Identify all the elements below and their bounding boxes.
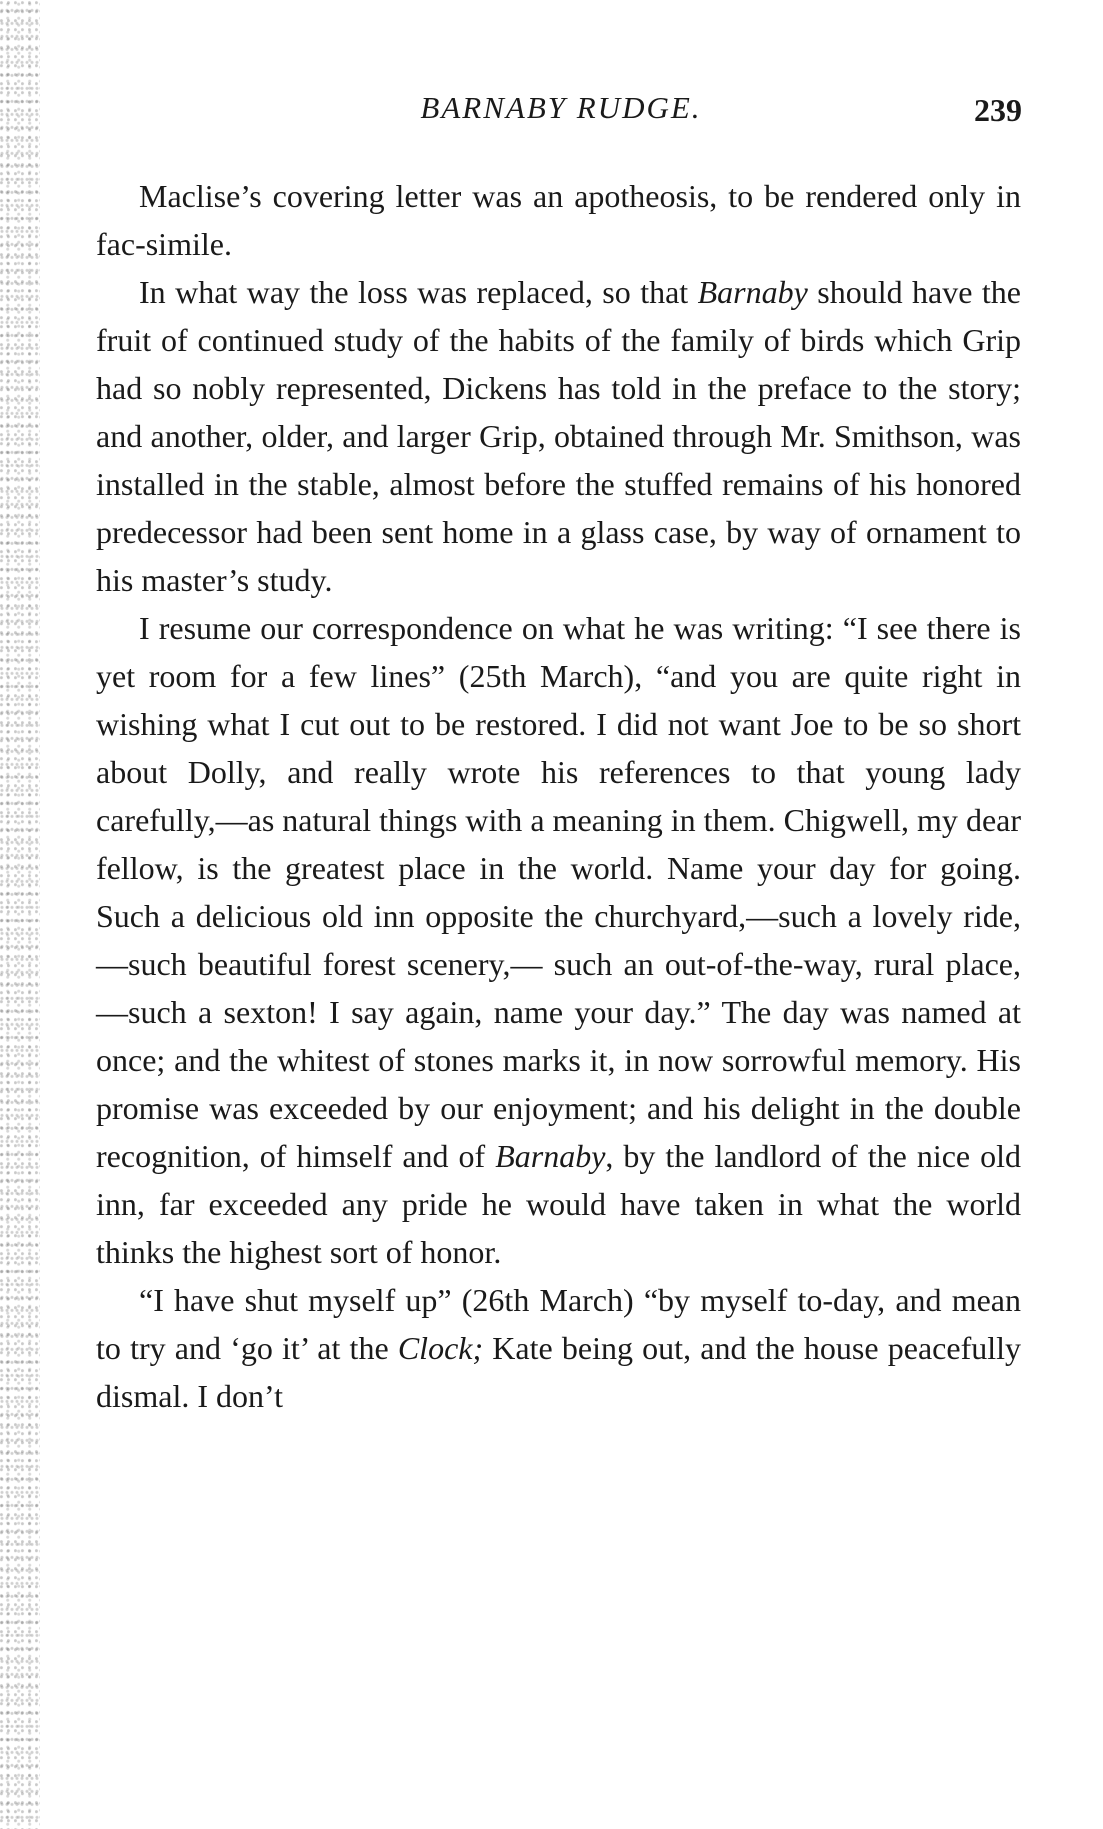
body-text <box>96 172 1021 1420</box>
page-header <box>96 90 1026 136</box>
text-segment: In what way the loss was replaced, so that <box>139 274 698 310</box>
text-segment: Maclise’s covering letter was an apotheosis, to be rendered only in fac-simile. <box>96 178 1021 262</box>
italic-title-barnaby: Barnaby <box>697 274 808 310</box>
paragraph-4 <box>96 1276 1021 1420</box>
italic-title-barnaby: Barnaby <box>495 1138 606 1174</box>
running-title: BARNABY RUDGE. <box>420 90 702 125</box>
page-binding-edge <box>0 0 40 1829</box>
paragraph-2 <box>96 268 1021 604</box>
text-segment: , by the landlord of the nice old inn, far exceeded any pride he would have taken in what the world thinks the highest sort of honor. <box>96 1138 1022 1270</box>
text-segment: should have the fruit of continued study of the habits of the family of birds which Grip had so nobly represented, Dickens has told in the preface to the story; and another, older, and larger Grip, obtained through Mr. Smithson, was installed in the stable, almost before the stuffed remains of his honored predecessor had been sent home in a glass case, by way of ornament to his master’s study. <box>96 274 1022 598</box>
paragraph-3 <box>96 604 1021 1276</box>
italic-title-clock: Clock; <box>397 1330 484 1366</box>
text-segment: “I have shut myself up” (26th March) “by myself to-day, and mean to try and ‘go it’ at the <box>96 1282 1021 1366</box>
text-segment: I resume our correspondence on what he was writing: “I see there is yet room for a few lines” (25th March), “and you are quite right in wishing what I cut out to be restored. I did not want Joe to be so short about Dolly, and really wrote his references to that young lady carefully,—as natural things with a meaning in them. Chigwell, my dear fellow, is the greatest place in the world. Name your day for going. Such a delicious old inn opposite the churchyard,—such a lovely ride,—such beautiful forest scenery,— such an out-of-the-way, rural place,—such a sexton! I say again, name your day.” The day was named at once; and the whitest of stones marks it, in now sorrowful memory. His promise was exceeded by our enjoyment; and his delight in the double recognition, of himself and of <box>96 610 1021 1174</box>
page-number: 239 <box>974 92 1022 128</box>
text-segment: Kate being out, and the house peacefully dismal. I don’t <box>96 1330 1022 1414</box>
paragraph-1 <box>96 172 1021 268</box>
